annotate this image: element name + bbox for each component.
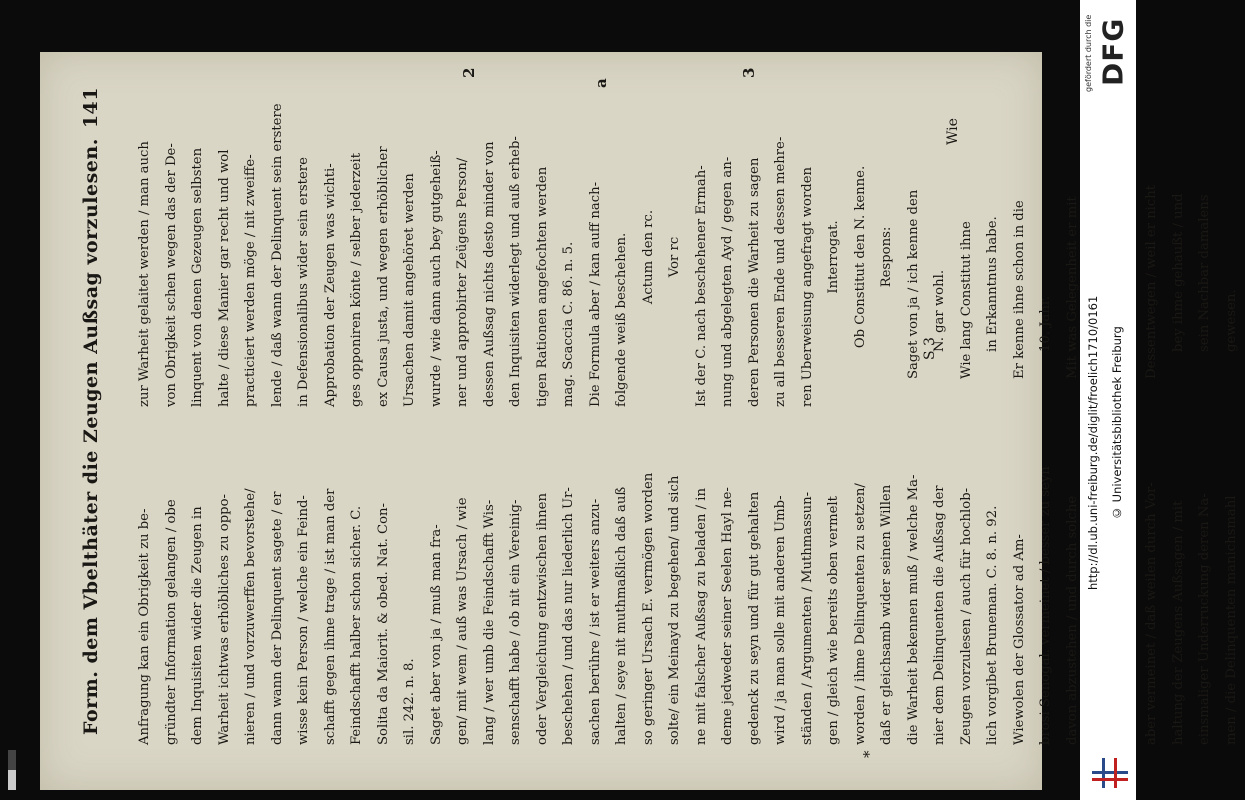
- text-line: Er kenne ihne schon in die: [1011, 200, 1027, 379]
- text-line: practiciert werden möge / nit zweiffe-: [243, 154, 258, 407]
- text-line: gen / gleich wie bereits oben vermelt: [826, 496, 841, 745]
- text-line: gründter Information gelangen / obe: [163, 499, 179, 745]
- text-line: Warheit ichtwas erhöbliches zu oppo-: [216, 494, 232, 745]
- text-line: mag. Scaccia C. 86. n. 5.: [561, 241, 576, 407]
- text-line: worden / ihme Delinquenten zu setzen/: [852, 483, 868, 745]
- text-line: davon abzustehen / und durch solche: [1064, 495, 1080, 745]
- text-line: Actum den rc.: [640, 209, 656, 305]
- text-line: nieren / und vorzuwerffen bevorstehe/: [243, 488, 258, 745]
- text-line: N. gar wohl.: [932, 269, 947, 352]
- text-line: Approbation der Zeugen was wichti-: [322, 163, 338, 407]
- text-line: sachen berühre / ist er weiters anzu-: [587, 498, 603, 745]
- text-line: men / die Delinquenten manichsmahl: [1223, 495, 1239, 745]
- text-line: einsmaliger Underruckung deren Na-: [1197, 493, 1212, 745]
- margin-note-2: 2: [460, 67, 478, 78]
- text-line: Zeugen vorzulesen / auch für hochlob-: [958, 487, 974, 745]
- text-line: 10. Jahr.: [1038, 296, 1053, 352]
- source-url-link[interactable]: http://dl.ub.uni-freiburg.de/diglit/froelich1710/0161: [1086, 295, 1100, 590]
- funder-caption: gefördert durch die: [1084, 14, 1093, 92]
- text-line: daß er gleichsamb wider seinen Willen: [879, 484, 894, 745]
- text-column-right: [132, 103, 1245, 407]
- university-library-logo: [1090, 756, 1130, 790]
- text-line: zu all besseren Ende und dessen mehre-: [773, 136, 788, 407]
- text-line: brosi Senogal. vermeinet / besser zu seyn: [1038, 466, 1053, 745]
- text-line: folgende weiß beschehen.: [614, 232, 629, 407]
- text-line: wisse kein Person / welche ein Feind-: [296, 495, 311, 745]
- text-line: sein Nachbar damalens: [1197, 194, 1212, 352]
- text-line: Saget aber von ja / muß man fra-: [428, 524, 444, 745]
- text-line: dann wann der Delinquent sagete / er: [269, 491, 285, 745]
- text-line: lang / wer umb die Feindschafft Wis-: [481, 499, 497, 745]
- text-line: nier dem Delinquenten die Außsag der: [932, 485, 947, 745]
- footnote-star: *: [860, 750, 878, 758]
- text-line: gedenck zu seyn und für gut gehalten: [746, 491, 762, 745]
- margin-note-a: a: [592, 78, 610, 88]
- text-line: sil. 242. n. 8.: [402, 658, 417, 745]
- text-line: halte / diese Manier gar recht und wol: [216, 149, 232, 407]
- catchword: Wie: [945, 118, 961, 145]
- text-line: so geringer Ursach E. vermögen worden: [640, 472, 656, 745]
- text-line: dem Inquisiten wider die Zeugen in: [190, 506, 205, 745]
- text-line: gen/ mit wem / auß was Ursach / wie: [455, 497, 470, 745]
- text-line: halten / seye nit muthmaßlich daß auß: [614, 486, 629, 745]
- text-line: Solita da Maiorit. & obed. Nat. Con-: [375, 503, 391, 745]
- copyright-text: © Universitätsbibliothek Freiburg: [1110, 326, 1124, 520]
- text-line: gewesen.: [1223, 289, 1239, 352]
- text-line: Dessentwegen / weil er nicht: [1144, 184, 1159, 379]
- text-line: ne mit falscher Außsag zu beladen / in: [693, 488, 709, 745]
- text-line: Die Formula aber / kan auff nach-: [587, 181, 603, 407]
- text-line: wird / ja man solle mit anderen Umb-: [773, 495, 788, 745]
- text-line: lich vorgibet Bruneman. C. 8. n. 92.: [985, 505, 1000, 745]
- text-line: ren Uberweisung angefragt worden: [799, 166, 815, 407]
- text-line: solte/ ein Meinayd zu begehen/ und sich: [667, 475, 682, 745]
- text-line: Wie lang Constitut ihne: [958, 221, 974, 379]
- text-line: in Defensionalibus wider sein erstere: [296, 157, 311, 407]
- text-line: von Obrigkeit schen wegen das der De-: [163, 143, 179, 407]
- text-line: bey ihme gehaußt / und: [1170, 193, 1186, 352]
- text-line: haltung der Zeugens Außsagen / mit: [1170, 500, 1186, 745]
- signature-mark: S 3: [922, 337, 938, 360]
- text-line: aber vermeinet / daß weilen durch Vor-: [1144, 482, 1159, 745]
- dfg-logo: DFG: [1096, 17, 1130, 87]
- color-scale-bar: [8, 750, 16, 790]
- text-line: die Warheit bekennen muß / welche Ma-: [905, 474, 921, 745]
- text-line: linquent von denen Gezeugen selbsten: [190, 147, 205, 407]
- page-number: 141: [80, 87, 102, 129]
- margin-note-3: 3: [740, 67, 758, 78]
- text-line: beschehen / und das nur liederlich Ur-: [561, 487, 576, 745]
- text-line: Ursachen damit angehöret werden: [402, 173, 417, 407]
- text-column-left: [132, 445, 1245, 745]
- text-line: Saget von ja / ich kenne den: [905, 189, 921, 379]
- text-line: senschafft habe / ob nit ein Vereinig-: [508, 499, 523, 745]
- text-line: Respons:: [879, 226, 894, 288]
- running-header: [80, 87, 102, 735]
- text-line: wurde / wie dann auch bey gutgeheiß-: [428, 150, 444, 407]
- text-line: lende / daß wann der Delinquent sein erstere: [269, 103, 285, 407]
- text-line: ständen / Argumenten / Muthmassun-: [799, 491, 815, 745]
- text-line: Feindschafft halber schon sicher. C.: [349, 505, 364, 745]
- text-line: Wiewolen der Glossator ad Am-: [1011, 534, 1027, 745]
- text-line: Mit was Gelegenheit er mit: [1064, 196, 1080, 379]
- text-line: Ist der C. nach beschehener Ermah-: [693, 165, 709, 407]
- text-line: oder Vergleichung entzwischen ihnen: [534, 493, 550, 745]
- text-line: dessen Außsag nichts desto minder von: [481, 141, 497, 407]
- text-line: Interrogat.: [826, 220, 841, 294]
- text-line: ges opponiren könte / selber jederzeit: [349, 152, 364, 407]
- text-line: nung und abgelegten Ayd / gegen an-: [720, 156, 735, 407]
- text-line: schafft gegen ihme trage / ist man der: [322, 488, 338, 745]
- text-line: in Erkanntnus habe.: [985, 216, 1000, 352]
- text-line: tigen Rationen angefochten werden: [534, 166, 550, 407]
- text-line: den Inquisiten widerlegt und auß erheb-: [508, 136, 523, 407]
- header-title: Form. dem Vbelthäter die Zeugen Außsag vorzulesen.: [80, 138, 102, 735]
- text-line: deme jedweder seiner Seelen Hayl ne-: [720, 487, 735, 745]
- text-line: ner und approbirter Zeügens Person/: [455, 157, 470, 407]
- text-line: Ob Constitut den N. kenne.: [852, 165, 868, 349]
- text-line: Vor rc: [667, 236, 682, 278]
- text-line: Anfragung kan ein Obrigkeit zu be-: [137, 508, 152, 745]
- text-line: ex Causa justa, und wegen erhöblicher: [375, 146, 391, 407]
- text-line: zur Warheit gelaitet werden / man auch: [137, 141, 152, 407]
- text-line: deren Personen die Warheit zu sagen: [746, 157, 762, 407]
